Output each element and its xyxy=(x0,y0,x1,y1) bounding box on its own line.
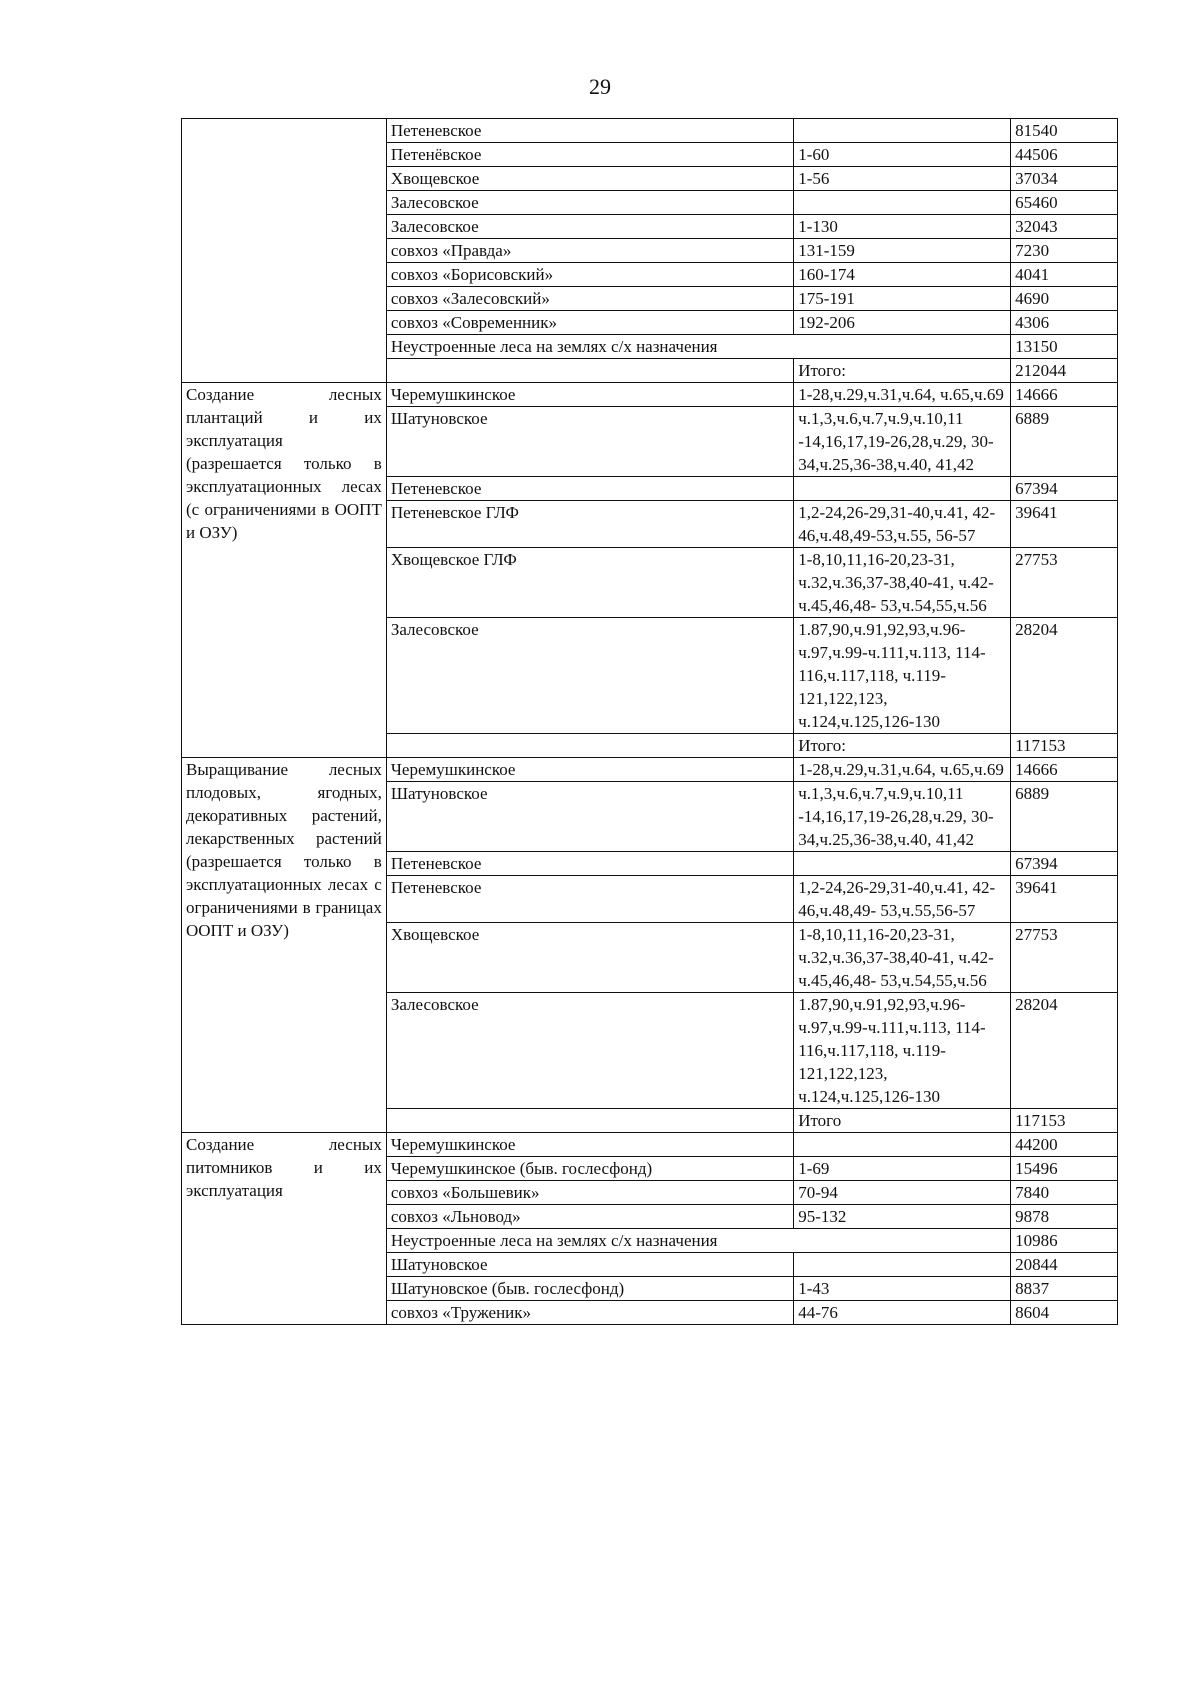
forestry-name: Петеневское xyxy=(386,852,793,876)
area-value: 4690 xyxy=(1011,287,1118,311)
area-value: 4041 xyxy=(1011,263,1118,287)
forestry-name: Черемушкинское xyxy=(386,383,793,407)
quarter-numbers: 1-43 xyxy=(794,1277,1011,1301)
forestry-name: Петеневское xyxy=(386,477,793,501)
forestry-name: Шатуновское xyxy=(386,407,793,477)
quarter-numbers: 1.87,90,ч.91,92,93,ч.96- ч.97,ч.99-ч.111,ч.113, 114-116,ч.117,118, ч.119-121,122,123, ч.124,ч.125,126-130 xyxy=(794,993,1011,1109)
area-value: 8604 xyxy=(1011,1301,1118,1325)
total-value: 117153 xyxy=(1011,1109,1118,1133)
forestry-name: Шатуновское xyxy=(386,1253,793,1277)
quarter-numbers: 1-28,ч.29,ч.31,ч.64, ч.65,ч.69 xyxy=(794,383,1011,407)
quarter-numbers xyxy=(794,852,1011,876)
area-value: 8837 xyxy=(1011,1277,1118,1301)
total-label: Итого: xyxy=(794,359,1011,383)
empty-cell xyxy=(386,1109,793,1133)
area-value: 20844 xyxy=(1011,1253,1118,1277)
quarter-numbers: 70-94 xyxy=(794,1181,1011,1205)
table-row xyxy=(182,383,1118,407)
purpose-cell: Выращивание лесных плодовых, ягодных, декоративных растений, лекарственных растений (разрешается только в эксплуатационных лесах с ограничениями в границах ООПТ и ОЗУ) xyxy=(182,758,387,1133)
area-value: 32043 xyxy=(1011,215,1118,239)
area-value: 28204 xyxy=(1011,618,1118,734)
quarter-numbers: 1-8,10,11,16-20,23-31, ч.32,ч.36,37-38,40-41, ч.42-ч.45,46,48- 53,ч.54,55,ч.56 xyxy=(794,923,1011,993)
quarter-numbers: 131-159 xyxy=(794,239,1011,263)
quarter-numbers: 1-56 xyxy=(794,167,1011,191)
page-number: 29 xyxy=(589,74,611,99)
unbuilt-forests-label: Неустроенные леса на землях с/х назначения xyxy=(386,1229,1010,1253)
forestry-name: Петеневское xyxy=(386,876,793,923)
forestry-name: совхоз «Залесовский» xyxy=(386,287,793,311)
total-label: Итого xyxy=(794,1109,1011,1133)
forestry-name: Петеневское xyxy=(386,119,793,143)
table-row xyxy=(182,1133,1118,1157)
quarter-numbers: 160-174 xyxy=(794,263,1011,287)
area-value: 37034 xyxy=(1011,167,1118,191)
quarter-numbers: 1-69 xyxy=(794,1157,1011,1181)
area-value: 7230 xyxy=(1011,239,1118,263)
quarter-numbers: 1-130 xyxy=(794,215,1011,239)
forestry-name: Петеневское ГЛФ xyxy=(386,501,793,548)
forestry-name: Черемушкинское xyxy=(386,758,793,782)
forestry-name: Хвощевское ГЛФ xyxy=(386,548,793,618)
forestry-name: Шатуновское (быв. гослесфонд) xyxy=(386,1277,793,1301)
quarter-numbers: ч.1,3,ч.6,ч.7,ч.9,ч.10,11 -14,16,17,19-26,28,ч.29, 30-34,ч.25,36-38,ч.40, 41,42 xyxy=(794,782,1011,852)
purpose-cell: Создание лесных плантаций и их эксплуатация (разрешается только в эксплуатационных лесах (с ограничениями в ООПТ и ОЗУ) xyxy=(182,383,387,758)
area-value: 6889 xyxy=(1011,407,1118,477)
quarter-numbers: ч.1,3,ч.6,ч.7,ч.9,ч.10,11 -14,16,17,19-26,28,ч.29, 30-34,ч.25,36-38,ч.40, 41,42 xyxy=(794,407,1011,477)
area-value: 67394 xyxy=(1011,477,1118,501)
empty-cell xyxy=(386,734,793,758)
area-value: 4306 xyxy=(1011,311,1118,335)
total-label: Итого: xyxy=(794,734,1011,758)
quarter-numbers: 1.87,90,ч.91,92,93,ч.96- ч.97,ч.99-ч.111,ч.113, 114-116,ч.117,118, ч.119-121,122,123, ч.124,ч.125,126-130 xyxy=(794,618,1011,734)
forestry-name: совхоз «Современник» xyxy=(386,311,793,335)
total-value: 117153 xyxy=(1011,734,1118,758)
area-value: 44200 xyxy=(1011,1133,1118,1157)
area-value: 65460 xyxy=(1011,191,1118,215)
forestry-name: совхоз «Борисовский» xyxy=(386,263,793,287)
quarter-numbers: 1-8,10,11,16-20,23-31, ч.32,ч.36,37-38,40-41, ч.42-ч.45,46,48- 53,ч.54,55,ч.56 xyxy=(794,548,1011,618)
forestry-name: совхоз «Льновод» xyxy=(386,1205,793,1229)
forestry-name: Черемушкинское xyxy=(386,1133,793,1157)
area-value: 9878 xyxy=(1011,1205,1118,1229)
quarter-numbers: 1-60 xyxy=(794,143,1011,167)
forestry-name: Хвощевское xyxy=(386,167,793,191)
empty-cell xyxy=(386,359,793,383)
area-value: 27753 xyxy=(1011,923,1118,993)
quarter-numbers xyxy=(794,477,1011,501)
area-value: 39641 xyxy=(1011,501,1118,548)
forestry-name: Залесовское xyxy=(386,215,793,239)
table-row xyxy=(182,758,1118,782)
quarter-numbers xyxy=(794,191,1011,215)
quarter-numbers: 1-28,ч.29,ч.31,ч.64, ч.65,ч.69 xyxy=(794,758,1011,782)
area-value: 27753 xyxy=(1011,548,1118,618)
quarter-numbers xyxy=(794,119,1011,143)
area-value: 67394 xyxy=(1011,852,1118,876)
quarter-numbers: 95-132 xyxy=(794,1205,1011,1229)
area-value: 81540 xyxy=(1011,119,1118,143)
purpose-cell-empty xyxy=(182,119,387,383)
quarter-numbers: 192-206 xyxy=(794,311,1011,335)
area-value: 39641 xyxy=(1011,876,1118,923)
table-row xyxy=(182,119,1118,143)
area-value: 15496 xyxy=(1011,1157,1118,1181)
area-value: 7840 xyxy=(1011,1181,1118,1205)
area-value: 14666 xyxy=(1011,383,1118,407)
area-value: 6889 xyxy=(1011,782,1118,852)
area-value: 14666 xyxy=(1011,758,1118,782)
quarter-numbers: 44-76 xyxy=(794,1301,1011,1325)
purpose-cell: Создание лесных питомников и их эксплуатация xyxy=(182,1133,387,1325)
quarter-numbers xyxy=(794,1133,1011,1157)
quarter-numbers: 1,2-24,26-29,31-40,ч.41, 42-46,ч.48,49- 53,ч.55,56-57 xyxy=(794,876,1011,923)
quarter-numbers xyxy=(794,1253,1011,1277)
area-value: 44506 xyxy=(1011,143,1118,167)
forestry-name: Шатуновское xyxy=(386,782,793,852)
forestry-name: Хвощевское xyxy=(386,923,793,993)
quarter-numbers: 1,2-24,26-29,31-40,ч.41, 42-46,ч.48,49-53,ч.55, 56-57 xyxy=(794,501,1011,548)
forestry-name: совхоз «Правда» xyxy=(386,239,793,263)
quarter-numbers: 175-191 xyxy=(794,287,1011,311)
total-value: 212044 xyxy=(1011,359,1118,383)
forestry-name: Петенёвское xyxy=(386,143,793,167)
area-value: 28204 xyxy=(1011,993,1118,1109)
unbuilt-forests-label: Неустроенные леса на землях с/х назначения xyxy=(386,335,1010,359)
forestry-name: совхоз «Большевик» xyxy=(386,1181,793,1205)
forestry-name: Залесовское xyxy=(386,191,793,215)
forestry-name: совхоз «Труженик» xyxy=(386,1301,793,1325)
forest-use-table xyxy=(181,118,1118,1325)
forestry-name: Черемушкинское (быв. гослесфонд) xyxy=(386,1157,793,1181)
forestry-name: Залесовское xyxy=(386,618,793,734)
area-value: 10986 xyxy=(1011,1229,1118,1253)
forestry-name: Залесовское xyxy=(386,993,793,1109)
area-value: 13150 xyxy=(1011,335,1118,359)
